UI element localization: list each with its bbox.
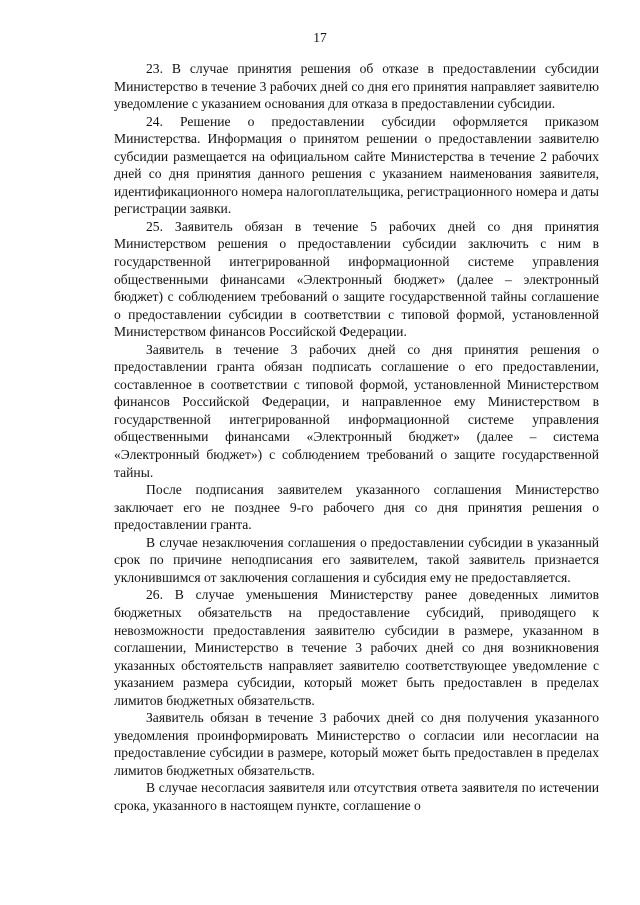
- paragraph-26-limits-reduction: 26. В случае уменьшения Министерству ранее доведенных лимитов бюджетных обязательств на предоставление субсидий, приводящего к невозможности предоставления заявителю субсидии в размере, указанном в соглашении, Министерство в течение 3 рабочих дней со дня возникновения указанных обстоятельств направляет заявителю соответствующее уведомление с указанием размера субсидии, который может быть предоставлен в пределах лимитов бюджетных обязательств.: [114, 587, 599, 708]
- paragraph-ministry-concludes-agreement: После подписания заявителем указанного соглашения Министерство заключает его не позднее 9-го рабочего дня со дня принятия решения о предоставлении гранта.: [114, 482, 599, 533]
- page-number: 17: [313, 30, 327, 45]
- paragraph-non-conclusion: В случае незаключения соглашения о предоставлении субсидии в указанный срок по причине неподписания его заявителем, такой заявитель признается уклонившимся от заключения соглашения и субсидия ему не предоставляется.: [114, 534, 599, 585]
- paragraph-24-decision-order: 24. Решение о предоставлении субсидии оформляется приказом Министерства. Информация о принятом решении о предоставлении заявителю субсидии размещается на официальном сайте Министерства в течение 2 рабочих дней со дня принятия данного решения с указанием наименования заявителя, идентификационного номера налогоплательщика, регистрационного номера и даты регистрации заявки.: [114, 113, 599, 217]
- document-body: [114, 60, 599, 815]
- paragraph-grant-agreement-signing: Заявитель в течение 3 рабочих дней со дня принятия решения о предоставлении гранта обязан подписать соглашение о его предоставлении, составленное в соответствии с типовой формой, установленной Министерством финансов Российской Федерации, и направленное ему Министерством в государственной интегрированной информационной системе управления общественными финансами «Электронный бюджет» (далее – система «Электронный бюджет») с соблюдением требований о защите государственной тайны.: [114, 341, 599, 480]
- paragraph-applicant-consent: Заявитель обязан в течение 3 рабочих дней со дня получения указанного уведомления проинформировать Министерство о согласии или несогласии на предоставление субсидии в размере, который может быть предоставлен в пределах лимитов бюджетных обязательств.: [114, 710, 599, 778]
- paragraph-disagreement: В случае несогласия заявителя или отсутствия ответа заявителя по истечении срока, указанного в настоящем пункте, соглашение о: [114, 780, 599, 813]
- paragraph-25-agreement-conclusion: 25. Заявитель обязан в течение 5 рабочих дней со дня принятия Министерством решения о предоставлении субсидии заключить с ним в государственной интегрированной информационной системе управления общественными финансами «Электронный бюджет» (далее – электронный бюджет) с соблюдением требований о защите государственной тайны соглашение о предоставлении субсидии в соответствии с типовой формой, установленной Министерством финансов Российской Федерации.: [114, 218, 599, 340]
- paragraph-23-refusal-notice: 23. В случае принятия решения об отказе в предоставлении субсидии Министерство в течение 3 рабочих дней со дня его принятия направляет заявителю уведомление с указанием основания для отказа в предоставлении субсидии.: [114, 61, 599, 112]
